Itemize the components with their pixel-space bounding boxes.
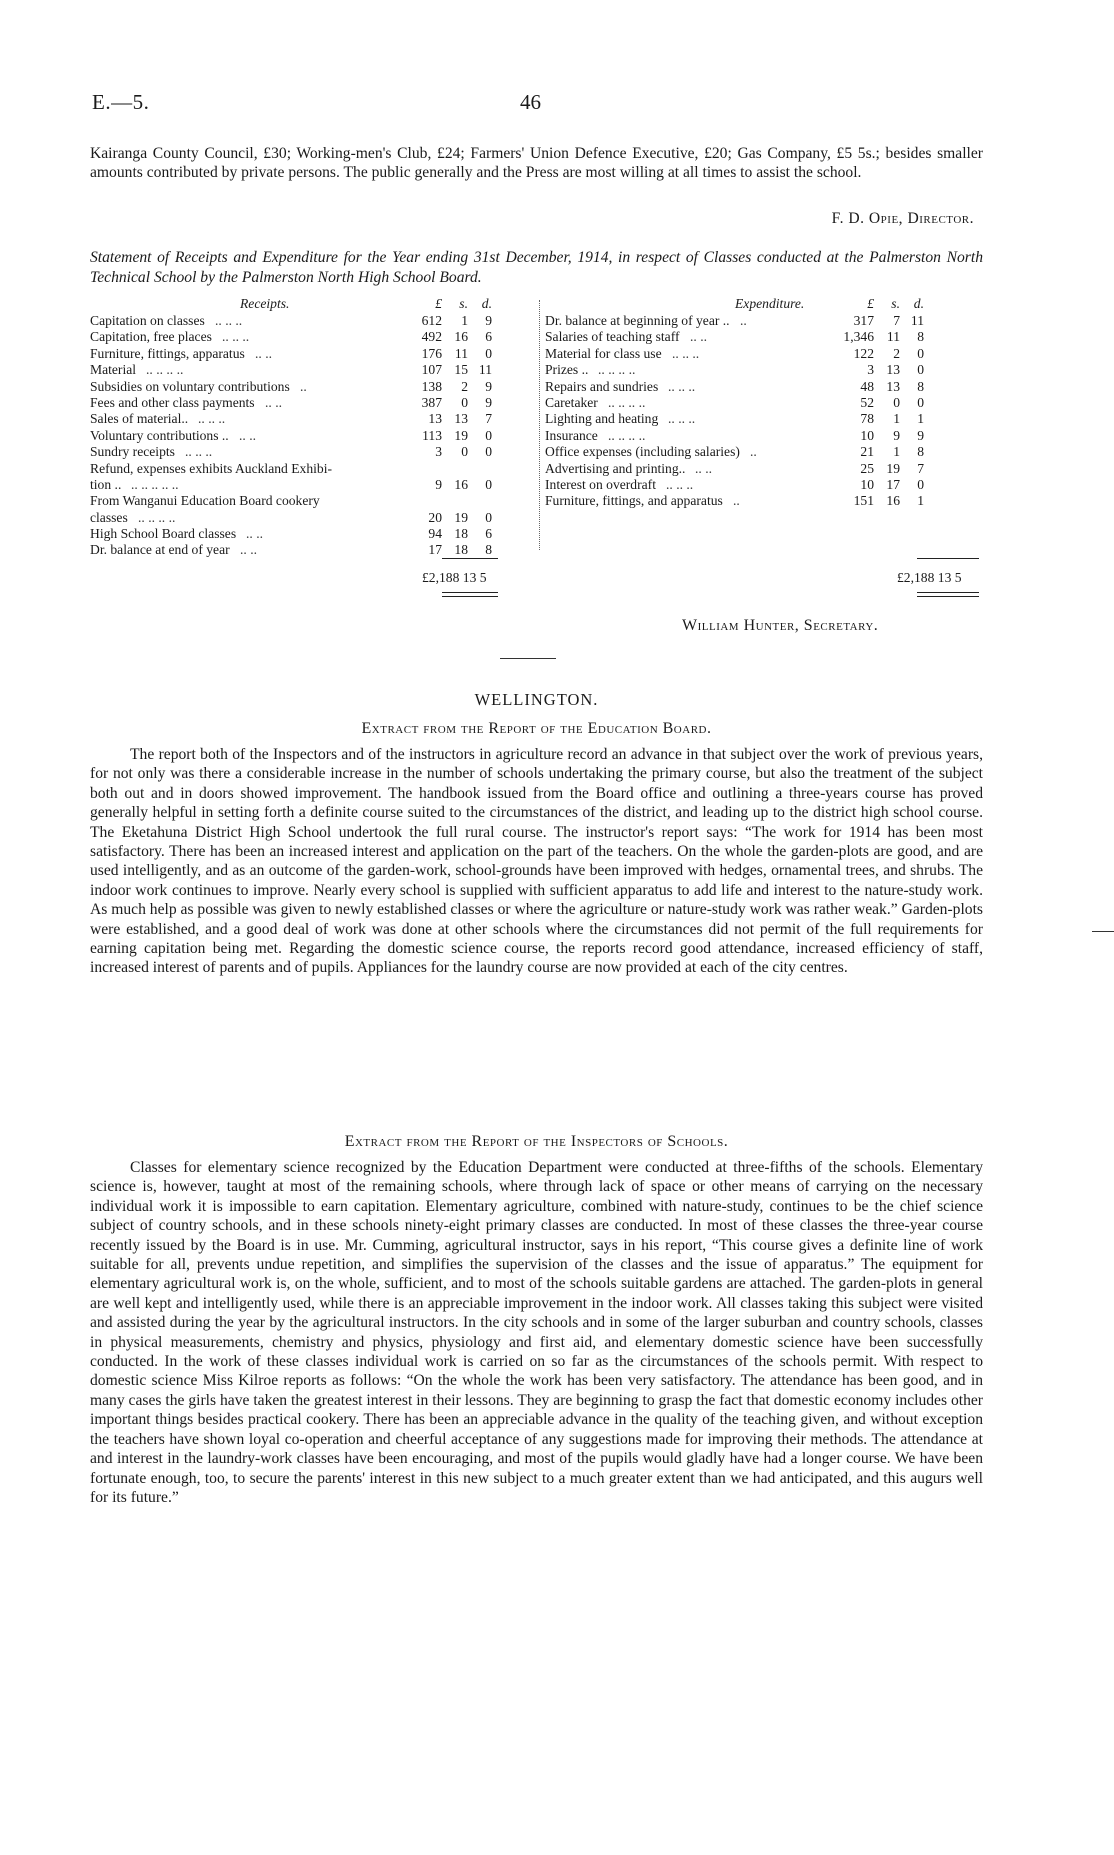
row-pence: 8 (917, 444, 924, 460)
row-shillings: 1 (461, 313, 468, 328)
ledger-row (545, 346, 985, 362)
row-pence: 0 (917, 476, 924, 492)
expenditure-total-rule (917, 558, 979, 559)
ledger-row (90, 411, 540, 427)
row-shillings: 18 (454, 542, 468, 558)
row-shillings: 1 (893, 444, 900, 460)
unit-pence: d. (481, 296, 492, 311)
row-pounds: 13 (428, 411, 442, 427)
row-pence: 8 (485, 542, 492, 558)
row-leader-dots: .. .. .. (185, 444, 213, 460)
row-description: Refund, expenses exhibits Auckland Exhibi- (90, 460, 332, 476)
row-leader-dots: .. .. .. (668, 378, 696, 394)
row-pounds: 3 (435, 444, 442, 460)
section-heading-wellington: WELLINGTON. (474, 690, 599, 709)
row-pence: 9 (485, 378, 492, 394)
margin-mark (1092, 931, 1114, 932)
row-shillings: 16 (454, 476, 468, 492)
section-divider (500, 658, 556, 659)
row-pence: 0 (485, 427, 492, 443)
row-pounds: 492 (421, 329, 442, 345)
row-description: Dr. balance at beginning of year .. (545, 313, 730, 328)
row-shillings: 16 (454, 329, 468, 345)
row-shillings: 19 (454, 427, 468, 443)
row-shillings: 2 (893, 345, 900, 361)
row-leader-dots: .. .. .. (215, 313, 243, 328)
row-pence: 6 (485, 329, 492, 345)
ledger-row (545, 493, 985, 509)
row-pence: 0 (485, 476, 492, 492)
row-pence: 1 (917, 493, 924, 509)
row-pounds: 10 (860, 476, 874, 492)
row-description: Caretaker (545, 394, 598, 410)
row-pounds: 151 (853, 493, 874, 509)
row-pounds: 138 (421, 378, 442, 394)
row-shillings: 15 (454, 362, 468, 378)
ledger-row (545, 428, 985, 444)
row-description: Voluntary contributions .. (90, 427, 229, 443)
inspectors-report-paragraph: Classes for elementary science recognized by the Education Department were conducted at three-fifths of the schools. Elementary science is, however, taught at most of the remaining schools, where through lack of space or other means of carrying on the necessary individual work it is impossible to earn capitation. Elementary agriculture, combined with nature-study, continues to be the chief science subject of country schools, and in these schools ninety-eight primary classes are conducted. In most of these classes the three-year course recently issued by the Board is in use. Mr. Cumming, agricultural instructor, says in his report, “This course gives a definite line of work suitable for all, prevents undue repetition, and simplifies the supervision of the classes and the issue of apparatus.” The equipment for elementary agricultural work is, on the whole, sufficient, and to most of the schools suitable gardens are attached. The garden-plots in general are well kept and intelligently used, while there is an appreciable improvement in the indoor work. All classes taking this subject were visited and assisted during the year by the agricultural instructors. In the city schools and in some of the larger suburban and country schools, classes in physical measurements, chemistry and physics, physiology and first aid, and elementary domestic science have been successfully conducted. In the work of these classes individual work is carried on so far as the circumstances of the schools permit. With respect to domestic science Miss Kilroe reports as follows: “On the whole the work has been very satisfactory. The attendance has been good, and in many cases the girls have taken the greatest interest in their lessons. They are beginning to grasp the fact that domestic economy includes other important things besides practical cookery. There has been an appreciable advance in the quality of the teaching given, and without exception the teachers have shown loyal co-operation and cheerful acceptance of any suggestions made for improving their methods. The attendance at and interest in the laundry-work classes have been encouraging, and most of the pupils would gladly have had a longer course. We have been fortunate enough, too, to secure the parents' interest in this new subject to a much greater extent than we had anticipated, and this augurs well for its future.” (90, 1159, 983, 1506)
ledger-row (90, 444, 540, 460)
row-leader-dots: .. (750, 444, 757, 460)
row-leader-dots: .. .. .. (668, 411, 696, 427)
row-shillings: 13 (886, 362, 900, 378)
row-leader-dots: .. (740, 313, 747, 328)
row-pence: 1 (917, 411, 924, 427)
row-pounds: 78 (860, 411, 874, 427)
row-pence: 8 (917, 378, 924, 394)
ledger-row (545, 477, 985, 493)
row-leader-dots: .. .. (240, 542, 257, 558)
row-pounds: 317 (853, 313, 874, 328)
row-description: Prizes .. (545, 362, 589, 378)
row-description: Material (90, 362, 137, 378)
ledger-row (90, 313, 540, 329)
ledger-row (90, 329, 540, 345)
row-pence: 0 (917, 362, 924, 378)
ledger-row (545, 313, 985, 329)
row-leader-dots: .. .. .. .. .. (131, 476, 179, 492)
row-pence: 11 (910, 313, 924, 328)
ledger-row (545, 461, 985, 477)
expenditure-heading: Expenditure. (735, 296, 805, 311)
row-leader-dots: .. .. .. .. (146, 362, 184, 378)
row-description: Subsidies on voluntary contributions (90, 378, 290, 394)
row-description: classes (90, 509, 128, 525)
receipts-column (90, 296, 540, 559)
row-leader-dots: .. .. (265, 394, 282, 410)
row-shillings: 17 (886, 476, 900, 492)
row-pounds: 94 (428, 526, 442, 542)
row-leader-dots: .. .. .. (198, 411, 226, 427)
row-pounds: 3 (867, 362, 874, 378)
ledger-row (90, 477, 540, 493)
row-pounds: 176 (421, 345, 442, 361)
ledger-row (545, 362, 985, 378)
row-leader-dots: .. .. (239, 427, 256, 443)
row-shillings: 16 (886, 493, 900, 509)
row-shillings: 11 (886, 329, 900, 345)
row-description: From Wanganui Education Board cookery (90, 493, 320, 509)
ledger-row (545, 395, 985, 411)
row-shillings: 0 (893, 394, 900, 410)
row-shillings: 9 (893, 427, 900, 443)
expenditure-rows (545, 313, 985, 510)
unit-shillings: s. (891, 296, 900, 311)
row-shillings: 2 (461, 378, 468, 394)
row-pence: 7 (485, 411, 492, 427)
ledger-row (545, 411, 985, 427)
row-leader-dots: .. .. (246, 526, 263, 542)
row-leader-dots: .. .. .. .. (608, 427, 646, 443)
receipts-rows (90, 313, 540, 559)
board-report-paragraph: The report both of the Inspectors and of the instructors in agriculture record an advance in that subject over the work of previous years, for not only was there a considerable increase in the number of schools undertaking the primary course, but also the treatment of the subject both out and in doors showed improvement. The handbook issued from the Board office and outlining a three-years course has proved generally helpful in setting forth a definite course suited to the circumstances of the district, and leading up to the district high school course. The Eketahuna District High School undertook the full rural course. The instructor's report says: “The work for 1914 has been most satisfactory. There has been an increased interest and application on the part of the teachers. On the whole the garden-plots are good, and are used intelligently, and as an outcome of the garden-work, school-grounds have been improved with hedges, ornamental trees, and shrubs. The indoor work continues to improve. Nearly every school is supplied with sufficient apparatus to add life and interest to the nature-study work. As much help as possible was given to newly established classes or where the agriculture or nature-study work was rather weak.” Garden-plots were established, and a good deal of work was done at other schools where the circumstances did not permit of the full requirements for earning capitation being met. Regarding the domestic science course, the reports record good attendance, increased efficiency of staff, increased interest of parents and of pupils. Appliances for the laundry course are now provided at each of the city centres. (90, 746, 983, 977)
unit-pence: d. (913, 296, 924, 311)
row-description: Sales of material.. (90, 411, 189, 427)
row-shillings: 13 (454, 411, 468, 427)
row-pounds: 113 (422, 427, 442, 443)
row-leader-dots: .. (733, 493, 740, 509)
row-description: Fees and other class payments (90, 394, 255, 410)
row-description: Sundry receipts (90, 444, 175, 460)
row-description: High School Board classes (90, 526, 237, 542)
row-pence: 0 (485, 509, 492, 525)
row-leader-dots: .. (300, 378, 307, 394)
ledger-row (90, 493, 540, 509)
row-description: Furniture, fittings, and apparatus (545, 493, 723, 509)
row-leader-dots: .. .. .. .. (598, 362, 636, 378)
unit-pounds: £ (867, 296, 874, 311)
row-description: Lighting and heating (545, 411, 659, 427)
row-leader-dots: .. .. .. (672, 345, 700, 361)
ledger-row (545, 329, 985, 345)
row-description: Dr. balance at end of year (90, 542, 230, 558)
ledger-row (90, 379, 540, 395)
row-pounds: 1,346 (843, 329, 874, 345)
row-pence: 11 (478, 362, 492, 378)
row-leader-dots: .. .. .. .. (608, 394, 646, 410)
row-description: Material for class use (545, 345, 662, 361)
unit-pounds: £ (435, 296, 442, 311)
ledger-row (90, 395, 540, 411)
row-pounds: 9 (435, 476, 442, 492)
row-leader-dots: .. .. .. (666, 476, 694, 492)
receipts-header (90, 296, 540, 313)
row-shillings: 13 (886, 378, 900, 394)
row-description: Advertising and printing.. (545, 460, 686, 476)
row-shillings: 0 (461, 444, 468, 460)
row-shillings: 7 (893, 313, 900, 328)
row-shillings: 18 (454, 526, 468, 542)
ledger-row (90, 461, 540, 477)
director-signature: F. D. Opie, Director. (831, 210, 974, 227)
row-pence: 7 (917, 460, 924, 476)
expenditure-double-rule (917, 592, 979, 597)
row-pounds: 52 (860, 394, 874, 410)
row-pence: 0 (485, 345, 492, 361)
row-leader-dots: .. .. (255, 345, 272, 361)
row-leader-dots: .. .. (690, 329, 707, 345)
row-pounds: 20 (428, 509, 442, 525)
unit-shillings: s. (459, 296, 468, 311)
receipts-total-rule (442, 558, 498, 559)
row-description: Furniture, fittings, apparatus (90, 345, 245, 361)
row-pence: 9 (485, 313, 492, 328)
expenditure-header (545, 296, 985, 313)
row-shillings: 11 (454, 345, 468, 361)
row-pounds: 48 (860, 378, 874, 394)
row-pounds: 122 (853, 345, 874, 361)
ledger-row (90, 510, 540, 526)
page-number: 46 (520, 90, 541, 114)
row-shillings: 0 (461, 394, 468, 410)
row-shillings: 1 (893, 411, 900, 427)
row-pence: 8 (917, 329, 924, 345)
ledger-row (90, 428, 540, 444)
row-description: Capitation, free places (90, 329, 212, 345)
expenditure-total: £2,188 13 5 (897, 570, 962, 585)
row-pence: 0 (917, 394, 924, 410)
extract-heading-board: Extract from the Report of the Education Board. (361, 720, 712, 737)
ledger-row (90, 542, 540, 558)
row-pence: 0 (917, 345, 924, 361)
report-reference: E.—5. (92, 90, 150, 114)
ledger-row (545, 444, 985, 460)
row-leader-dots: .. .. .. .. (138, 509, 176, 525)
row-leader-dots: .. .. .. (222, 329, 250, 345)
row-pounds: 10 (860, 427, 874, 443)
receipts-total: £2,188 13 5 (422, 570, 487, 585)
row-pounds: 17 (428, 542, 442, 558)
row-pounds: 387 (421, 394, 442, 410)
row-leader-dots: .. .. (695, 460, 712, 476)
row-description: Salaries of teaching staff (545, 329, 680, 345)
receipts-heading: Receipts. (240, 296, 290, 311)
row-description: tion .. (90, 476, 122, 492)
row-description: Insurance (545, 427, 598, 443)
row-pence: 9 (917, 427, 924, 443)
row-pounds: 107 (421, 362, 442, 378)
opening-paragraph: Kairanga County Council, £30; Working-men's Club, £24; Farmers' Union Defence Executive, £20; Gas Company, £5 5s.; besides smaller amounts contributed by private persons. The public generally and the Press are most willing at all times to assist the school. (90, 145, 983, 182)
receipts-double-rule (442, 592, 498, 597)
statement-title: Statement of Receipts and Expenditure for the Year ending 31st December, 1914, in respect of Classes conducted at the Palmerston North Technical School by the Palmerston North High School Board. (90, 249, 983, 286)
secretary-signature: William Hunter, Secretary. (682, 617, 879, 634)
row-shillings: 19 (454, 509, 468, 525)
row-description: Office expenses (including salaries) (545, 444, 740, 460)
ledger-row (90, 346, 540, 362)
row-description: Interest on overdraft (545, 476, 656, 492)
ledger-row (90, 526, 540, 542)
ledger-row (545, 379, 985, 395)
row-pence: 9 (485, 394, 492, 410)
row-pounds: 21 (860, 444, 874, 460)
row-description: Repairs and sundries (545, 378, 659, 394)
expenditure-column (545, 296, 985, 510)
row-shillings: 19 (886, 460, 900, 476)
row-pounds: 25 (860, 460, 874, 476)
ledger-row (90, 362, 540, 378)
row-pence: 0 (485, 444, 492, 460)
row-pence: 6 (485, 526, 492, 542)
row-description: Capitation on classes (90, 313, 205, 328)
extract-heading-inspectors: Extract from the Report of the Inspectors of Schools. (344, 1133, 729, 1150)
row-pounds: 612 (421, 313, 442, 328)
